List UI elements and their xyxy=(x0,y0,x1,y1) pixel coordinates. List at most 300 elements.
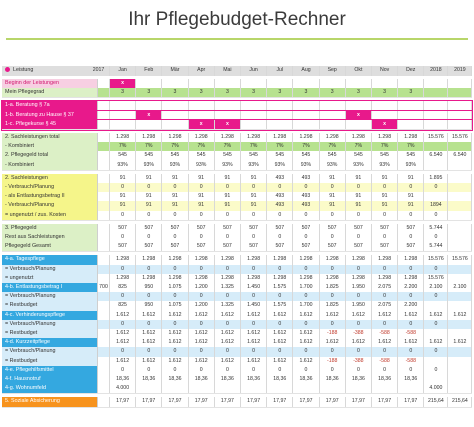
month-cell[interactable]: 17,97 xyxy=(241,397,267,406)
month-cell[interactable]: 91 xyxy=(372,192,398,201)
month-cell[interactable]: 1.612 xyxy=(110,338,136,347)
month-cell[interactable] xyxy=(398,111,424,120)
month-cell[interactable]: 0 xyxy=(110,211,136,220)
month-cell[interactable]: 91 xyxy=(215,192,241,201)
month-cell[interactable]: 17,97 xyxy=(110,397,136,406)
month-cell[interactable]: 507 xyxy=(110,242,136,251)
row-label[interactable]: 2. Sachleistungen xyxy=(2,174,98,183)
month-cell[interactable]: 1.612 xyxy=(215,357,241,366)
year-total-1[interactable]: 15.576 xyxy=(424,274,448,283)
month-cell[interactable] xyxy=(267,101,293,110)
month-cell[interactable]: 1.612 xyxy=(372,311,398,320)
month-cell[interactable]: 0 xyxy=(162,292,188,301)
month-cell[interactable]: 1.075 xyxy=(162,301,188,310)
month-cell[interactable]: 0 xyxy=(162,183,188,192)
row-label[interactable]: 4-e. Pflegehilfsmittel xyxy=(2,366,98,375)
month-cell[interactable]: 1.200 xyxy=(189,301,215,310)
month-cell[interactable]: 91 xyxy=(162,201,188,210)
month-cell[interactable]: 0 xyxy=(293,211,319,220)
row-label[interactable]: = Verbrauch/Planung xyxy=(2,265,98,274)
month-cell[interactable] xyxy=(293,101,319,110)
month-cell[interactable]: 93% xyxy=(320,161,346,170)
month-cell[interactable]: 1.298 xyxy=(215,274,241,283)
row-label[interactable]: = Verbrauch/Planung xyxy=(2,292,98,301)
month-cell[interactable]: 545 xyxy=(372,151,398,160)
year-total-1[interactable]: 2.100 xyxy=(424,283,448,292)
year-total-2[interactable]: 1.612 xyxy=(448,338,472,347)
month-cell[interactable]: 545 xyxy=(398,151,424,160)
month-cell[interactable]: 17,97 xyxy=(215,397,241,406)
year-total-2[interactable] xyxy=(448,201,472,210)
row-prev-value[interactable] xyxy=(98,211,110,220)
month-cell[interactable]: 0 xyxy=(346,320,372,329)
month-cell[interactable]: 91 xyxy=(320,192,346,201)
month-cell[interactable]: 1.075 xyxy=(162,283,188,292)
month-cell[interactable]: 1.298 xyxy=(241,133,267,142)
month-cell[interactable]: 3 xyxy=(293,88,319,97)
month-cell[interactable]: 3 xyxy=(162,88,188,97)
month-cell[interactable] xyxy=(215,384,241,393)
row-label[interactable]: - als Entlastungsbetrag II xyxy=(2,192,98,201)
year-total-2[interactable]: 2.100 xyxy=(448,283,472,292)
month-cell[interactable]: 1.612 xyxy=(136,357,162,366)
month-cell[interactable]: 1.612 xyxy=(398,311,424,320)
month-cell[interactable]: 507 xyxy=(189,242,215,251)
month-cell[interactable]: 0 xyxy=(293,292,319,301)
year-total-2[interactable] xyxy=(448,211,472,220)
month-cell[interactable] xyxy=(372,79,398,88)
month-cell[interactable]: 0 xyxy=(110,320,136,329)
row-prev-value[interactable] xyxy=(98,347,110,356)
month-cell[interactable]: 0 xyxy=(215,366,241,375)
month-cell[interactable]: -588 xyxy=(372,357,398,366)
month-cell[interactable]: 1.298 xyxy=(267,274,293,283)
month-cell[interactable]: 0 xyxy=(241,183,267,192)
month-cell[interactable]: 1.298 xyxy=(293,255,319,264)
month-cell[interactable]: 91 xyxy=(110,201,136,210)
year-total-2[interactable]: 215,64 xyxy=(448,397,472,406)
marker-cell[interactable]: x xyxy=(372,120,398,129)
month-cell[interactable]: 545 xyxy=(215,151,241,160)
row-prev-value[interactable] xyxy=(98,224,110,233)
month-cell[interactable]: 17,97 xyxy=(267,397,293,406)
month-cell[interactable]: 1.298 xyxy=(320,274,346,283)
row-label[interactable]: - Kombiniert xyxy=(2,161,98,170)
month-cell[interactable] xyxy=(293,79,319,88)
row-label[interactable]: 3. Pflegegeld xyxy=(2,224,98,233)
month-cell[interactable] xyxy=(293,384,319,393)
month-cell[interactable]: 1.612 xyxy=(110,357,136,366)
month-cell[interactable]: 91 xyxy=(189,192,215,201)
month-cell[interactable]: 545 xyxy=(320,151,346,160)
month-cell[interactable]: 507 xyxy=(136,224,162,233)
month-cell[interactable]: 0 xyxy=(267,347,293,356)
month-cell[interactable]: 0 xyxy=(320,292,346,301)
month-cell[interactable]: 507 xyxy=(136,242,162,251)
month-cell[interactable]: 0 xyxy=(372,366,398,375)
month-cell[interactable]: 0 xyxy=(189,366,215,375)
month-cell[interactable]: 2.075 xyxy=(372,283,398,292)
month-cell[interactable]: 0 xyxy=(320,211,346,220)
month-cell[interactable]: 93% xyxy=(241,161,267,170)
month-cell[interactable] xyxy=(189,101,215,110)
month-cell[interactable]: 1.612 xyxy=(162,357,188,366)
month-cell[interactable]: 1.200 xyxy=(189,283,215,292)
month-cell[interactable]: 91 xyxy=(162,174,188,183)
month-cell[interactable]: 93% xyxy=(215,161,241,170)
month-cell[interactable]: 91 xyxy=(241,201,267,210)
month-cell[interactable]: 2.200 xyxy=(398,301,424,310)
header-month[interactable]: Jul xyxy=(267,66,293,76)
month-cell[interactable]: 1.298 xyxy=(136,133,162,142)
month-cell[interactable]: 91 xyxy=(346,192,372,201)
month-cell[interactable]: 0 xyxy=(293,183,319,192)
month-cell[interactable]: 1.825 xyxy=(320,301,346,310)
year-total-2[interactable] xyxy=(448,366,472,375)
month-cell[interactable]: 507 xyxy=(346,224,372,233)
month-cell[interactable]: -188 xyxy=(320,357,346,366)
month-cell[interactable]: 507 xyxy=(267,224,293,233)
row-prev-value[interactable] xyxy=(98,292,110,301)
month-cell[interactable]: -588 xyxy=(398,357,424,366)
month-cell[interactable]: 0 xyxy=(241,366,267,375)
year-total-2[interactable] xyxy=(448,329,472,338)
header-month[interactable]: Aug xyxy=(293,66,319,76)
month-cell[interactable]: 1.612 xyxy=(267,357,293,366)
month-cell[interactable] xyxy=(293,111,319,120)
month-cell[interactable]: 507 xyxy=(162,242,188,251)
month-cell[interactable]: 0 xyxy=(241,292,267,301)
month-cell[interactable]: 507 xyxy=(215,242,241,251)
month-cell[interactable] xyxy=(110,111,136,120)
month-cell[interactable]: 1.298 xyxy=(110,274,136,283)
row-label[interactable]: 2. Pflegegeld total xyxy=(2,151,98,160)
month-cell[interactable]: 93% xyxy=(267,161,293,170)
month-cell[interactable]: 3 xyxy=(320,88,346,97)
month-cell[interactable]: 0 xyxy=(293,265,319,274)
row-prev-value[interactable] xyxy=(98,174,110,183)
month-cell[interactable]: 91 xyxy=(215,174,241,183)
month-cell[interactable]: 0 xyxy=(372,265,398,274)
month-cell[interactable]: 18,36 xyxy=(346,375,372,384)
month-cell[interactable]: 0 xyxy=(372,183,398,192)
month-cell[interactable] xyxy=(162,120,188,129)
year-total-1[interactable]: 15.576 xyxy=(424,133,448,142)
month-cell[interactable]: 7% xyxy=(372,142,398,151)
row-prev-value[interactable] xyxy=(98,320,110,329)
month-cell[interactable] xyxy=(189,79,215,88)
row-label[interactable]: 2. Sachleistungen total xyxy=(2,133,98,142)
month-cell[interactable]: 1.612 xyxy=(162,329,188,338)
month-cell[interactable]: 0 xyxy=(189,211,215,220)
month-cell[interactable] xyxy=(110,120,136,129)
month-cell[interactable] xyxy=(372,111,398,120)
month-cell[interactable]: 18,36 xyxy=(162,375,188,384)
month-cell[interactable]: 1.575 xyxy=(267,301,293,310)
month-cell[interactable] xyxy=(398,384,424,393)
year-total-1[interactable]: 5.744 xyxy=(424,242,448,251)
month-cell[interactable] xyxy=(320,384,346,393)
month-cell[interactable]: 507 xyxy=(215,224,241,233)
row-prev-value[interactable] xyxy=(98,375,110,384)
month-cell[interactable]: 17,97 xyxy=(372,397,398,406)
month-cell[interactable]: 1.298 xyxy=(162,274,188,283)
header-month[interactable]: Mär xyxy=(162,66,188,76)
month-cell[interactable] xyxy=(346,384,372,393)
month-cell[interactable]: 1.612 xyxy=(346,338,372,347)
year-total-1[interactable]: 0 xyxy=(424,211,448,220)
month-cell[interactable]: 1.612 xyxy=(136,311,162,320)
month-cell[interactable]: 0 xyxy=(215,233,241,242)
month-cell[interactable]: 545 xyxy=(136,151,162,160)
header-label[interactable]: Leistung xyxy=(2,66,98,76)
month-cell[interactable]: 545 xyxy=(162,151,188,160)
month-cell[interactable]: 1.612 xyxy=(320,311,346,320)
month-cell[interactable]: 0 xyxy=(320,366,346,375)
row-prev-value[interactable] xyxy=(98,338,110,347)
year-total-2[interactable] xyxy=(448,375,472,384)
month-cell[interactable]: 0 xyxy=(136,211,162,220)
month-cell[interactable]: 1.298 xyxy=(267,133,293,142)
month-cell[interactable]: 91 xyxy=(136,174,162,183)
header-month[interactable]: Jan xyxy=(110,66,136,76)
month-cell[interactable]: 0 xyxy=(241,211,267,220)
month-cell[interactable] xyxy=(162,384,188,393)
month-cell[interactable]: 1.298 xyxy=(241,255,267,264)
row-label[interactable]: = Restbudget xyxy=(2,301,98,310)
month-cell[interactable]: 1.298 xyxy=(346,133,372,142)
year-total-2[interactable] xyxy=(448,88,472,97)
month-cell[interactable] xyxy=(398,120,424,129)
row-label[interactable]: = Verbrauch/Planung xyxy=(2,347,98,356)
month-cell[interactable]: 91 xyxy=(372,201,398,210)
month-cell[interactable]: 507 xyxy=(346,242,372,251)
row-label[interactable]: Mein Pflegegrad xyxy=(2,88,98,97)
year-total-1[interactable]: 6.540 xyxy=(424,151,448,160)
row-prev-value[interactable] xyxy=(98,120,110,129)
month-cell[interactable] xyxy=(241,120,267,129)
month-cell[interactable]: 0 xyxy=(215,292,241,301)
month-cell[interactable]: 3 xyxy=(372,88,398,97)
year-total-1[interactable]: 1.612 xyxy=(424,311,448,320)
year-total-1[interactable]: 0 xyxy=(424,233,448,242)
row-label[interactable]: = ungenutzt / zus. Kosten xyxy=(2,211,98,220)
month-cell[interactable]: 0 xyxy=(267,292,293,301)
month-cell[interactable]: 0 xyxy=(320,265,346,274)
year-total-2[interactable] xyxy=(448,111,472,120)
month-cell[interactable]: -388 xyxy=(346,329,372,338)
month-cell[interactable]: 0 xyxy=(162,347,188,356)
month-cell[interactable]: -588 xyxy=(398,329,424,338)
marker-cell[interactable]: x xyxy=(110,79,136,88)
month-cell[interactable]: 18,36 xyxy=(189,375,215,384)
row-prev-value[interactable] xyxy=(98,133,110,142)
month-cell[interactable] xyxy=(162,101,188,110)
row-prev-value[interactable] xyxy=(98,242,110,251)
month-cell[interactable]: 1.612 xyxy=(267,311,293,320)
header-month[interactable]: Okt xyxy=(346,66,372,76)
row-label[interactable]: - Verbrauch/Planung xyxy=(2,201,98,210)
month-cell[interactable]: 0 xyxy=(110,183,136,192)
month-cell[interactable]: 0 xyxy=(320,233,346,242)
month-cell[interactable]: 18,36 xyxy=(110,375,136,384)
month-cell[interactable]: 1.298 xyxy=(346,255,372,264)
year-total-2[interactable] xyxy=(448,347,472,356)
month-cell[interactable]: 825 xyxy=(110,283,136,292)
month-cell[interactable]: 493 xyxy=(293,201,319,210)
year-total-2[interactable]: 1.612 xyxy=(448,311,472,320)
month-cell[interactable]: 0 xyxy=(346,265,372,274)
month-cell[interactable]: 4.000 xyxy=(110,384,136,393)
month-cell[interactable]: 1.298 xyxy=(346,274,372,283)
month-cell[interactable]: 0 xyxy=(136,320,162,329)
month-cell[interactable]: 1.298 xyxy=(320,133,346,142)
month-cell[interactable]: 507 xyxy=(372,242,398,251)
year-total-2[interactable] xyxy=(448,233,472,242)
year-total-2[interactable] xyxy=(448,265,472,274)
month-cell[interactable] xyxy=(110,101,136,110)
month-cell[interactable]: 7% xyxy=(189,142,215,151)
year-total-1[interactable] xyxy=(424,357,448,366)
month-cell[interactable]: 1.612 xyxy=(241,329,267,338)
month-cell[interactable]: 1.298 xyxy=(372,133,398,142)
header-month[interactable]: Dez xyxy=(398,66,424,76)
month-cell[interactable] xyxy=(241,111,267,120)
month-cell[interactable]: 1.298 xyxy=(162,255,188,264)
month-cell[interactable]: 0 xyxy=(398,347,424,356)
month-cell[interactable]: 1.298 xyxy=(398,274,424,283)
month-cell[interactable]: 0 xyxy=(293,347,319,356)
year-total-2[interactable] xyxy=(448,183,472,192)
year-total-1[interactable]: 0 xyxy=(424,320,448,329)
year-total-2[interactable]: 6.540 xyxy=(448,151,472,160)
month-cell[interactable]: 507 xyxy=(110,224,136,233)
year-total-1[interactable] xyxy=(424,161,448,170)
year-total-1[interactable]: 1.612 xyxy=(424,338,448,347)
month-cell[interactable]: 493 xyxy=(267,192,293,201)
month-cell[interactable]: 0 xyxy=(215,183,241,192)
month-cell[interactable]: 507 xyxy=(293,224,319,233)
month-cell[interactable]: 1.612 xyxy=(189,311,215,320)
month-cell[interactable]: 18,36 xyxy=(398,375,424,384)
month-cell[interactable]: 3 xyxy=(346,88,372,97)
month-cell[interactable]: 0 xyxy=(320,183,346,192)
month-cell[interactable]: 0 xyxy=(110,233,136,242)
row-prev-value[interactable] xyxy=(98,101,110,110)
month-cell[interactable]: -388 xyxy=(346,357,372,366)
header-month[interactable]: Apr xyxy=(189,66,215,76)
month-cell[interactable]: 91 xyxy=(320,174,346,183)
month-cell[interactable]: 91 xyxy=(162,192,188,201)
month-cell[interactable]: 17,97 xyxy=(162,397,188,406)
month-cell[interactable]: 507 xyxy=(320,242,346,251)
month-cell[interactable] xyxy=(241,101,267,110)
month-cell[interactable]: 91 xyxy=(398,174,424,183)
month-cell[interactable]: 1.325 xyxy=(215,283,241,292)
month-cell[interactable]: 2.200 xyxy=(398,283,424,292)
month-cell[interactable]: 3 xyxy=(189,88,215,97)
row-prev-value[interactable] xyxy=(98,233,110,242)
month-cell[interactable]: 91 xyxy=(372,174,398,183)
header-month[interactable]: Jun xyxy=(241,66,267,76)
month-cell[interactable]: 0 xyxy=(372,233,398,242)
month-cell[interactable]: 0 xyxy=(372,292,398,301)
row-label[interactable]: 5. Soziale Absicherung xyxy=(2,397,98,406)
month-cell[interactable]: 0 xyxy=(346,183,372,192)
month-cell[interactable]: 17,97 xyxy=(320,397,346,406)
month-cell[interactable]: 545 xyxy=(189,151,215,160)
row-label[interactable]: Pflegegeld Gesamt xyxy=(2,242,98,251)
year-total-2[interactable]: 15.576 xyxy=(448,255,472,264)
year-total-1[interactable]: 1.895 xyxy=(424,174,448,183)
month-cell[interactable] xyxy=(372,101,398,110)
month-cell[interactable]: 0 xyxy=(241,265,267,274)
row-label[interactable]: 4-b. Entlastungsbetrag I xyxy=(2,283,98,292)
month-cell[interactable]: 91 xyxy=(346,174,372,183)
year-total-1[interactable] xyxy=(424,301,448,310)
month-cell[interactable]: 91 xyxy=(136,192,162,201)
month-cell[interactable]: 7% xyxy=(293,142,319,151)
month-cell[interactable]: 0 xyxy=(267,366,293,375)
row-label[interactable]: = Restbudget xyxy=(2,329,98,338)
year-total-2[interactable] xyxy=(448,274,472,283)
month-cell[interactable]: 0 xyxy=(267,211,293,220)
month-cell[interactable]: 825 xyxy=(110,301,136,310)
month-cell[interactable]: 1.298 xyxy=(162,133,188,142)
month-cell[interactable]: 17,97 xyxy=(398,397,424,406)
month-cell[interactable] xyxy=(241,384,267,393)
month-cell[interactable]: 18,36 xyxy=(241,375,267,384)
year-total-1[interactable]: 0 xyxy=(424,183,448,192)
month-cell[interactable]: 0 xyxy=(189,265,215,274)
month-cell[interactable]: 91 xyxy=(136,201,162,210)
month-cell[interactable]: 0 xyxy=(136,183,162,192)
month-cell[interactable]: 3 xyxy=(110,88,136,97)
row-prev-value[interactable] xyxy=(98,192,110,201)
month-cell[interactable]: 1.612 xyxy=(110,311,136,320)
row-prev-value[interactable] xyxy=(98,366,110,375)
month-cell[interactable]: 0 xyxy=(215,320,241,329)
header-year-2[interactable]: 2019 xyxy=(448,66,472,76)
row-prev-value[interactable] xyxy=(98,111,110,120)
month-cell[interactable]: 0 xyxy=(110,347,136,356)
month-cell[interactable]: 1.612 xyxy=(241,357,267,366)
month-cell[interactable]: 0 xyxy=(320,347,346,356)
month-cell[interactable] xyxy=(136,101,162,110)
month-cell[interactable]: 0 xyxy=(372,347,398,356)
month-cell[interactable]: 93% xyxy=(162,161,188,170)
month-cell[interactable]: 1.298 xyxy=(398,133,424,142)
month-cell[interactable]: 0 xyxy=(136,347,162,356)
month-cell[interactable]: 1.298 xyxy=(136,255,162,264)
month-cell[interactable]: 493 xyxy=(293,174,319,183)
month-cell[interactable]: 7% xyxy=(320,142,346,151)
year-total-2[interactable] xyxy=(448,384,472,393)
month-cell[interactable] xyxy=(136,384,162,393)
month-cell[interactable] xyxy=(267,120,293,129)
row-label[interactable]: 4-f. Hausnotruf xyxy=(2,375,98,384)
month-cell[interactable]: 1.298 xyxy=(293,274,319,283)
month-cell[interactable] xyxy=(162,111,188,120)
month-cell[interactable]: 1.612 xyxy=(215,338,241,347)
row-label[interactable]: - Kombiniert xyxy=(2,142,98,151)
month-cell[interactable]: 17,97 xyxy=(136,397,162,406)
month-cell[interactable]: 507 xyxy=(293,242,319,251)
row-label[interactable]: = ungenutzt xyxy=(2,274,98,283)
row-prev-value[interactable] xyxy=(98,88,110,97)
month-cell[interactable]: 18,36 xyxy=(320,375,346,384)
month-cell[interactable]: 1.612 xyxy=(293,311,319,320)
